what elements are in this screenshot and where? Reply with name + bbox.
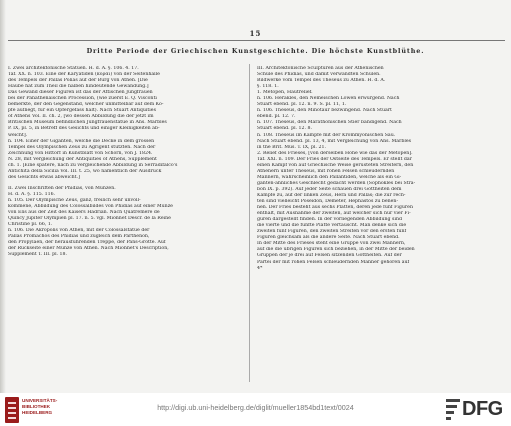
text-line: Pallas Promachos des Phidias und zugleich dem Parthenon,	[8, 234, 150, 240]
dfg-bars-icon	[446, 399, 460, 421]
text-line: Schule des Phidias, und damit verwandten Schulen.	[257, 72, 381, 78]
text-line: Stuart ebend. pl. 12. 8.	[257, 126, 312, 132]
text-line: 2. Relief des Frieses, [von derselben Höhe wie das der Metopen].	[257, 150, 413, 156]
text-line: die vierte und die fünfte Platte vertauscht. Man denke sich die	[257, 223, 407, 229]
header-rule	[8, 40, 505, 41]
text-line: Britischen Museum befindlichen Jungfrauenstatue in Ans. Marbles	[8, 120, 167, 126]
text-line: of Athens Vol. II. ch. 2, [wo dessen Abbildung die der jetzt im	[8, 114, 154, 120]
dfg-wordmark: DFG	[462, 398, 503, 420]
text-line: n. 108. Theseus im Kampfe mit der Krommyonischen Sau.	[257, 132, 396, 138]
text-line: Stuart ebend. pl. 12. n. 9. S. pl. 11, 1.	[257, 102, 347, 108]
text-line: bon IX. p. 392). Auf jeder Seite schauen drei Gottheiten dem	[257, 186, 402, 192]
text-line: Christine pl. 66, 1.	[8, 222, 53, 228]
left-column	[8, 66, 240, 258]
text-line: ch. 1. [Eine spätere, nach zu vergleichende Abbildung in Serradifalco's	[8, 162, 178, 168]
text-line: n. 107. Theseus, den Marathonischen Stier bändigend. Nach	[257, 120, 402, 126]
text-line: Supplément T. III. pl. 18.	[8, 252, 68, 258]
page-gutter-shadow	[0, 0, 6, 393]
text-line: bemerkte, der den Gegenstand, welcher unmittelbar auf dem Ko-	[8, 102, 164, 108]
text-line: bei der Panathenäischen Procession, (wie zuerst E. Q. Visconti	[8, 96, 157, 102]
text-line: Nach Stuart ebend. pl. 13, 4, mit Vergleichung von Ans. Marbles	[257, 138, 412, 144]
text-line: Taf. XXI. n. 109. Der Fries der Ostseite des Tempels. Er stellt dar	[257, 156, 412, 162]
text-line: Das Gewand dieser Figuren ist das der Attischen Jungfrauen	[8, 90, 153, 96]
right-column	[257, 66, 504, 272]
text-line: enthält, mit Ausnahme der zweiten, auf welcher sich nur vier Fi-	[257, 211, 411, 217]
running-header: Dritte Periode der Griechischen Kunstgeschichte. Die höchste Kunstblüthe.	[86, 47, 425, 55]
text-line: Figuren gleichsam als die andere Seite. Nach Stuart ebend.	[257, 235, 400, 241]
permalink-url[interactable]: http://digi.ub.uni-heidelberg.de/diglit/mueller1854bd1text/0024	[157, 403, 354, 412]
text-line: Zeichnung von Hittorf in Kunstblatt von Schorn, von J. 1824.	[8, 150, 153, 156]
text-line: des Gesichts etwas abweicht.]	[8, 174, 80, 180]
text-line: Kampfe zu, auf der linken Zeus, Hera und Pallas; die zur rech-	[257, 192, 406, 198]
text-line: Bildwerke vom Tempel des Theseus zu Athen. H. d. A.	[257, 78, 386, 84]
library-name-line: UNIVERSITÄTS-	[22, 398, 58, 403]
library-name-line: HEIDELBERG	[22, 410, 53, 415]
page-number: 15	[249, 29, 262, 38]
text-line: ebend. pl. 12. 7.	[257, 114, 296, 120]
text-line: In der Mitte des Frieses steht eine Gruppe von zwei Männern,	[257, 241, 406, 247]
viewer-footer	[0, 393, 511, 426]
text-line: kommene, Abbildung des Colossalbildes von Phidias auf einer Münze	[8, 204, 173, 210]
text-line: n. 105. Der Olympische Zeus, ganz, freilich sehr unvoll-	[8, 197, 141, 203]
text-line: nen. Der Fries besteht aus sechs Platten, deren jede fünf Figuren	[257, 205, 413, 211]
text-line: weicht].	[8, 132, 28, 138]
text-line: §. 118. 1.	[257, 84, 279, 90]
text-line: 1. Metopen, Hautrelief.	[257, 90, 313, 96]
text-line: III. Architektonische Sculpturen aus der Athenischen	[257, 66, 384, 71]
text-line: n. 106. Die Akropolis von Athen, mit der Colossalstatue der	[8, 228, 150, 234]
text-line: H. d. A. §. 115. 116.	[8, 191, 56, 197]
text-line: Haube hat zum Theil die halben hindeutende Gewandung.]	[8, 84, 149, 90]
text-line: pfe aufliegt, für ein Opfergefäss hält). Nach Stuart Antiquities	[8, 108, 156, 114]
text-line: ten sind vielleicht Poseidon, Demeter, Hephästos zu benen-	[257, 199, 399, 205]
text-line: Männern, wahrscheinlich den Pallantiden, welche als ein Gi-	[257, 174, 402, 180]
text-line: n. 106. Theseus, den Minotaur bezwingend. Nach Stuart	[257, 108, 392, 114]
text-line: I. Zwei architektonische Statuen. H. d. A. §. 106. 4. 17.	[8, 66, 139, 71]
text-line: n. 104. Einer der Giganten, welche die Decke in dem grossen	[8, 138, 155, 144]
text-line: der Rückseite einer Münze von Athen. Nach Mionnet's Description,	[8, 246, 169, 252]
column-divider	[249, 64, 250, 382]
text-line: II. Zwei Inschriften der Phidias, von Münzen.	[8, 185, 116, 191]
text-line: zweiten fünf Figuren, den zweiten Streiten vor den ersten fünf	[257, 229, 407, 235]
text-line: in the Brit. Mus. T. IX, pl. 21.	[257, 144, 326, 150]
text-line: Athenern unter Theseus, mit rohen Felsen schleudernden	[257, 168, 395, 174]
text-line: Tempel des Olympischen Zeus zu Agrigent stützten. Nach der	[8, 144, 156, 150]
text-line: 4*	[257, 265, 263, 271]
text-line: Gruppen der je drei auf Felsen sitzenden Gottheiten. Auf der	[257, 253, 402, 259]
text-line: ganten-ähnliches Geschlecht gedacht werden (Sophokles bei Stra-	[257, 180, 416, 186]
text-line: N. 28, mit Vergleichung der Antiquities of Athens, Supplement	[8, 156, 157, 162]
dfg-logo[interactable]	[446, 397, 506, 423]
text-line: Antichità della Sicilia Vol. III. t. 25, wo namentlich der Ausdruck	[8, 168, 162, 174]
text-line: von Elis aus der Zeit des Kaisers Hadrian. Nach Quatremère de	[8, 210, 160, 216]
text-line: auf die die übrigen Figuren sich beziehen, in der Mitte der beiden	[257, 247, 415, 253]
text-line: einen Kampf von auf Griechische Weise gerüsteten Streitern, den	[257, 162, 414, 168]
text-line: des Tempels der Pallas Polias auf der Burg von Athen. [Die	[8, 78, 148, 84]
text-line: guren dargestellt finden. In der vorliegenden Abbildung sind	[257, 217, 402, 223]
text-line: Taf. XX. n. 103. Eine der Karyatiden (κόραι) von der Seitenhalle	[8, 72, 160, 78]
library-name-line: BIBLIOTHEK	[22, 404, 51, 409]
text-line: Partei der mit rohen Felsen schleudernden Männer gehören auf	[257, 259, 410, 265]
text-line: n. 106. Herakles, den Nemeischen Löwen erwürgend. Nach	[257, 96, 400, 102]
text-line: P. IX, pl. 5, in Betreff des Gesichts und einiger Kleinigkeiten ab-	[8, 126, 160, 132]
text-line: den Propyläen, der herausführenden Treppe, der Pans-Grotte. Auf	[8, 240, 166, 246]
text-line: Quincy Jupiter Olympien pl. 17. n. 5. vgl. Mionnet Descr. de la Reine	[8, 216, 171, 222]
